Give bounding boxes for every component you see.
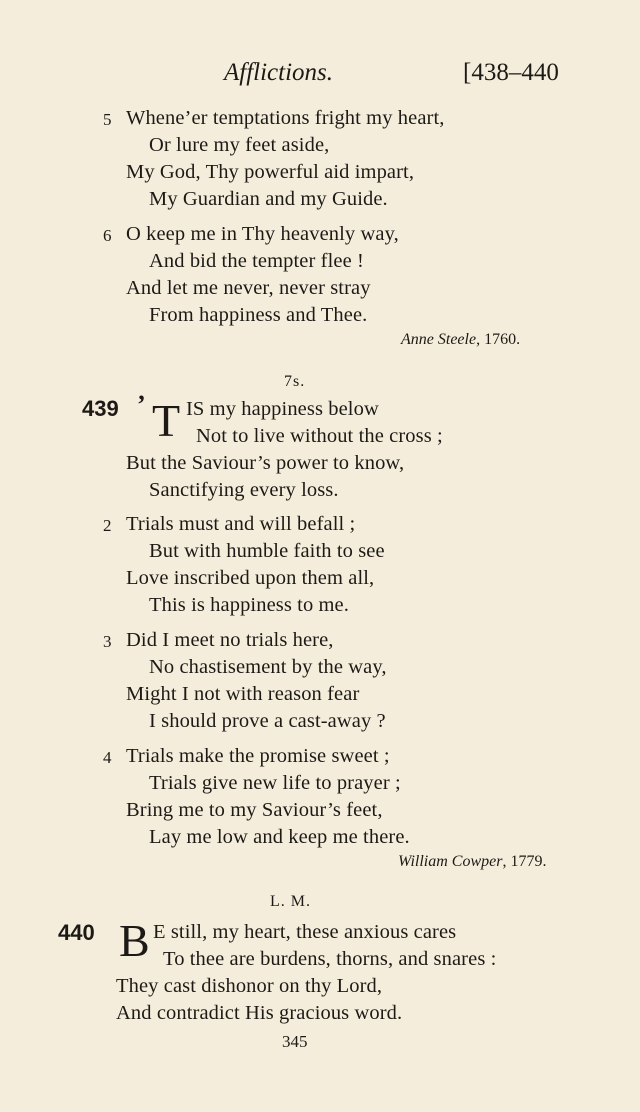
hymn-440-drop-cap: B: [119, 915, 150, 966]
hymn-440-meter: L. M.: [270, 893, 311, 910]
verse-line: No chastisement by the way,: [149, 656, 387, 678]
verse-line: E still, my heart, these anxious cares: [153, 921, 457, 943]
author-name: Anne Steele: [401, 331, 477, 348]
hymn-439-opening-quote: ’: [137, 390, 146, 419]
verse-line: Trials give new life to prayer ;: [149, 772, 401, 794]
verse-line: My God, Thy powerful aid impart,: [126, 161, 415, 183]
hymn-439-meter: 7s.: [284, 373, 306, 390]
verse-line: Did I meet no trials here,: [126, 629, 334, 651]
verse-line: My Guardian and my Guide.: [149, 188, 388, 210]
verse-line: Not to live without the cross ;: [196, 425, 443, 447]
running-title: Afflictions.: [224, 59, 334, 86]
verse-line: Love inscribed upon them all,: [126, 567, 375, 589]
verse-line: And contradict His gracious word.: [116, 1002, 403, 1024]
hymn-439-drop-cap: T: [152, 395, 181, 446]
verse-number: 5: [103, 110, 112, 129]
verse-line: And let me never, never stray: [126, 277, 371, 299]
verse-line: Might I not with reason fear: [126, 683, 360, 705]
verse-line: To thee are burdens, thorns, and snares :: [163, 948, 497, 970]
verse-line: Lay me low and keep me there.: [149, 826, 410, 848]
hymn-440-number: 440: [58, 920, 95, 945]
verse-number: 4: [103, 748, 112, 767]
page-number: 345: [282, 1032, 308, 1051]
verse-line: Or lure my feet aside,: [149, 134, 330, 156]
verse-line: They cast dishonor on thy Lord,: [116, 975, 383, 997]
hymn-438-author: Anne Steele, 1760.: [401, 331, 521, 348]
verse-line: Trials make the promise sweet ;: [126, 745, 390, 767]
verse-line: This is happiness to me.: [149, 594, 349, 616]
verse-number: 2: [103, 516, 112, 535]
author-name: William Cowper: [398, 853, 503, 870]
author-year: 1779.: [510, 853, 547, 870]
verse-number: 6: [103, 226, 112, 245]
hymn-439-number: 439: [82, 396, 119, 421]
verse-line: O keep me in Thy heavenly way,: [126, 223, 399, 245]
verse-line: I should prove a cast-away ?: [149, 710, 386, 732]
verse-line: IS my happiness below: [186, 398, 379, 420]
verse-line: But the Saviour’s power to know,: [126, 452, 405, 474]
verse-line: But with humble faith to see: [149, 540, 385, 562]
verse-line: Trials must and will befall ;: [126, 513, 356, 535]
verse-line: Whene’er temptations fright my heart,: [126, 107, 445, 129]
hymn-range: [438–440: [463, 59, 559, 86]
verse-line: From happiness and Thee.: [149, 304, 368, 326]
verse-line: And bid the tempter flee !: [149, 250, 364, 272]
verse-line: Sanctifying every loss.: [149, 479, 339, 501]
author-year: 1760.: [484, 331, 521, 348]
verse-number: 3: [103, 632, 112, 651]
hymn-439-author: William Cowper, 1779.: [398, 853, 547, 870]
verse-line: Bring me to my Saviour’s feet,: [126, 799, 383, 821]
